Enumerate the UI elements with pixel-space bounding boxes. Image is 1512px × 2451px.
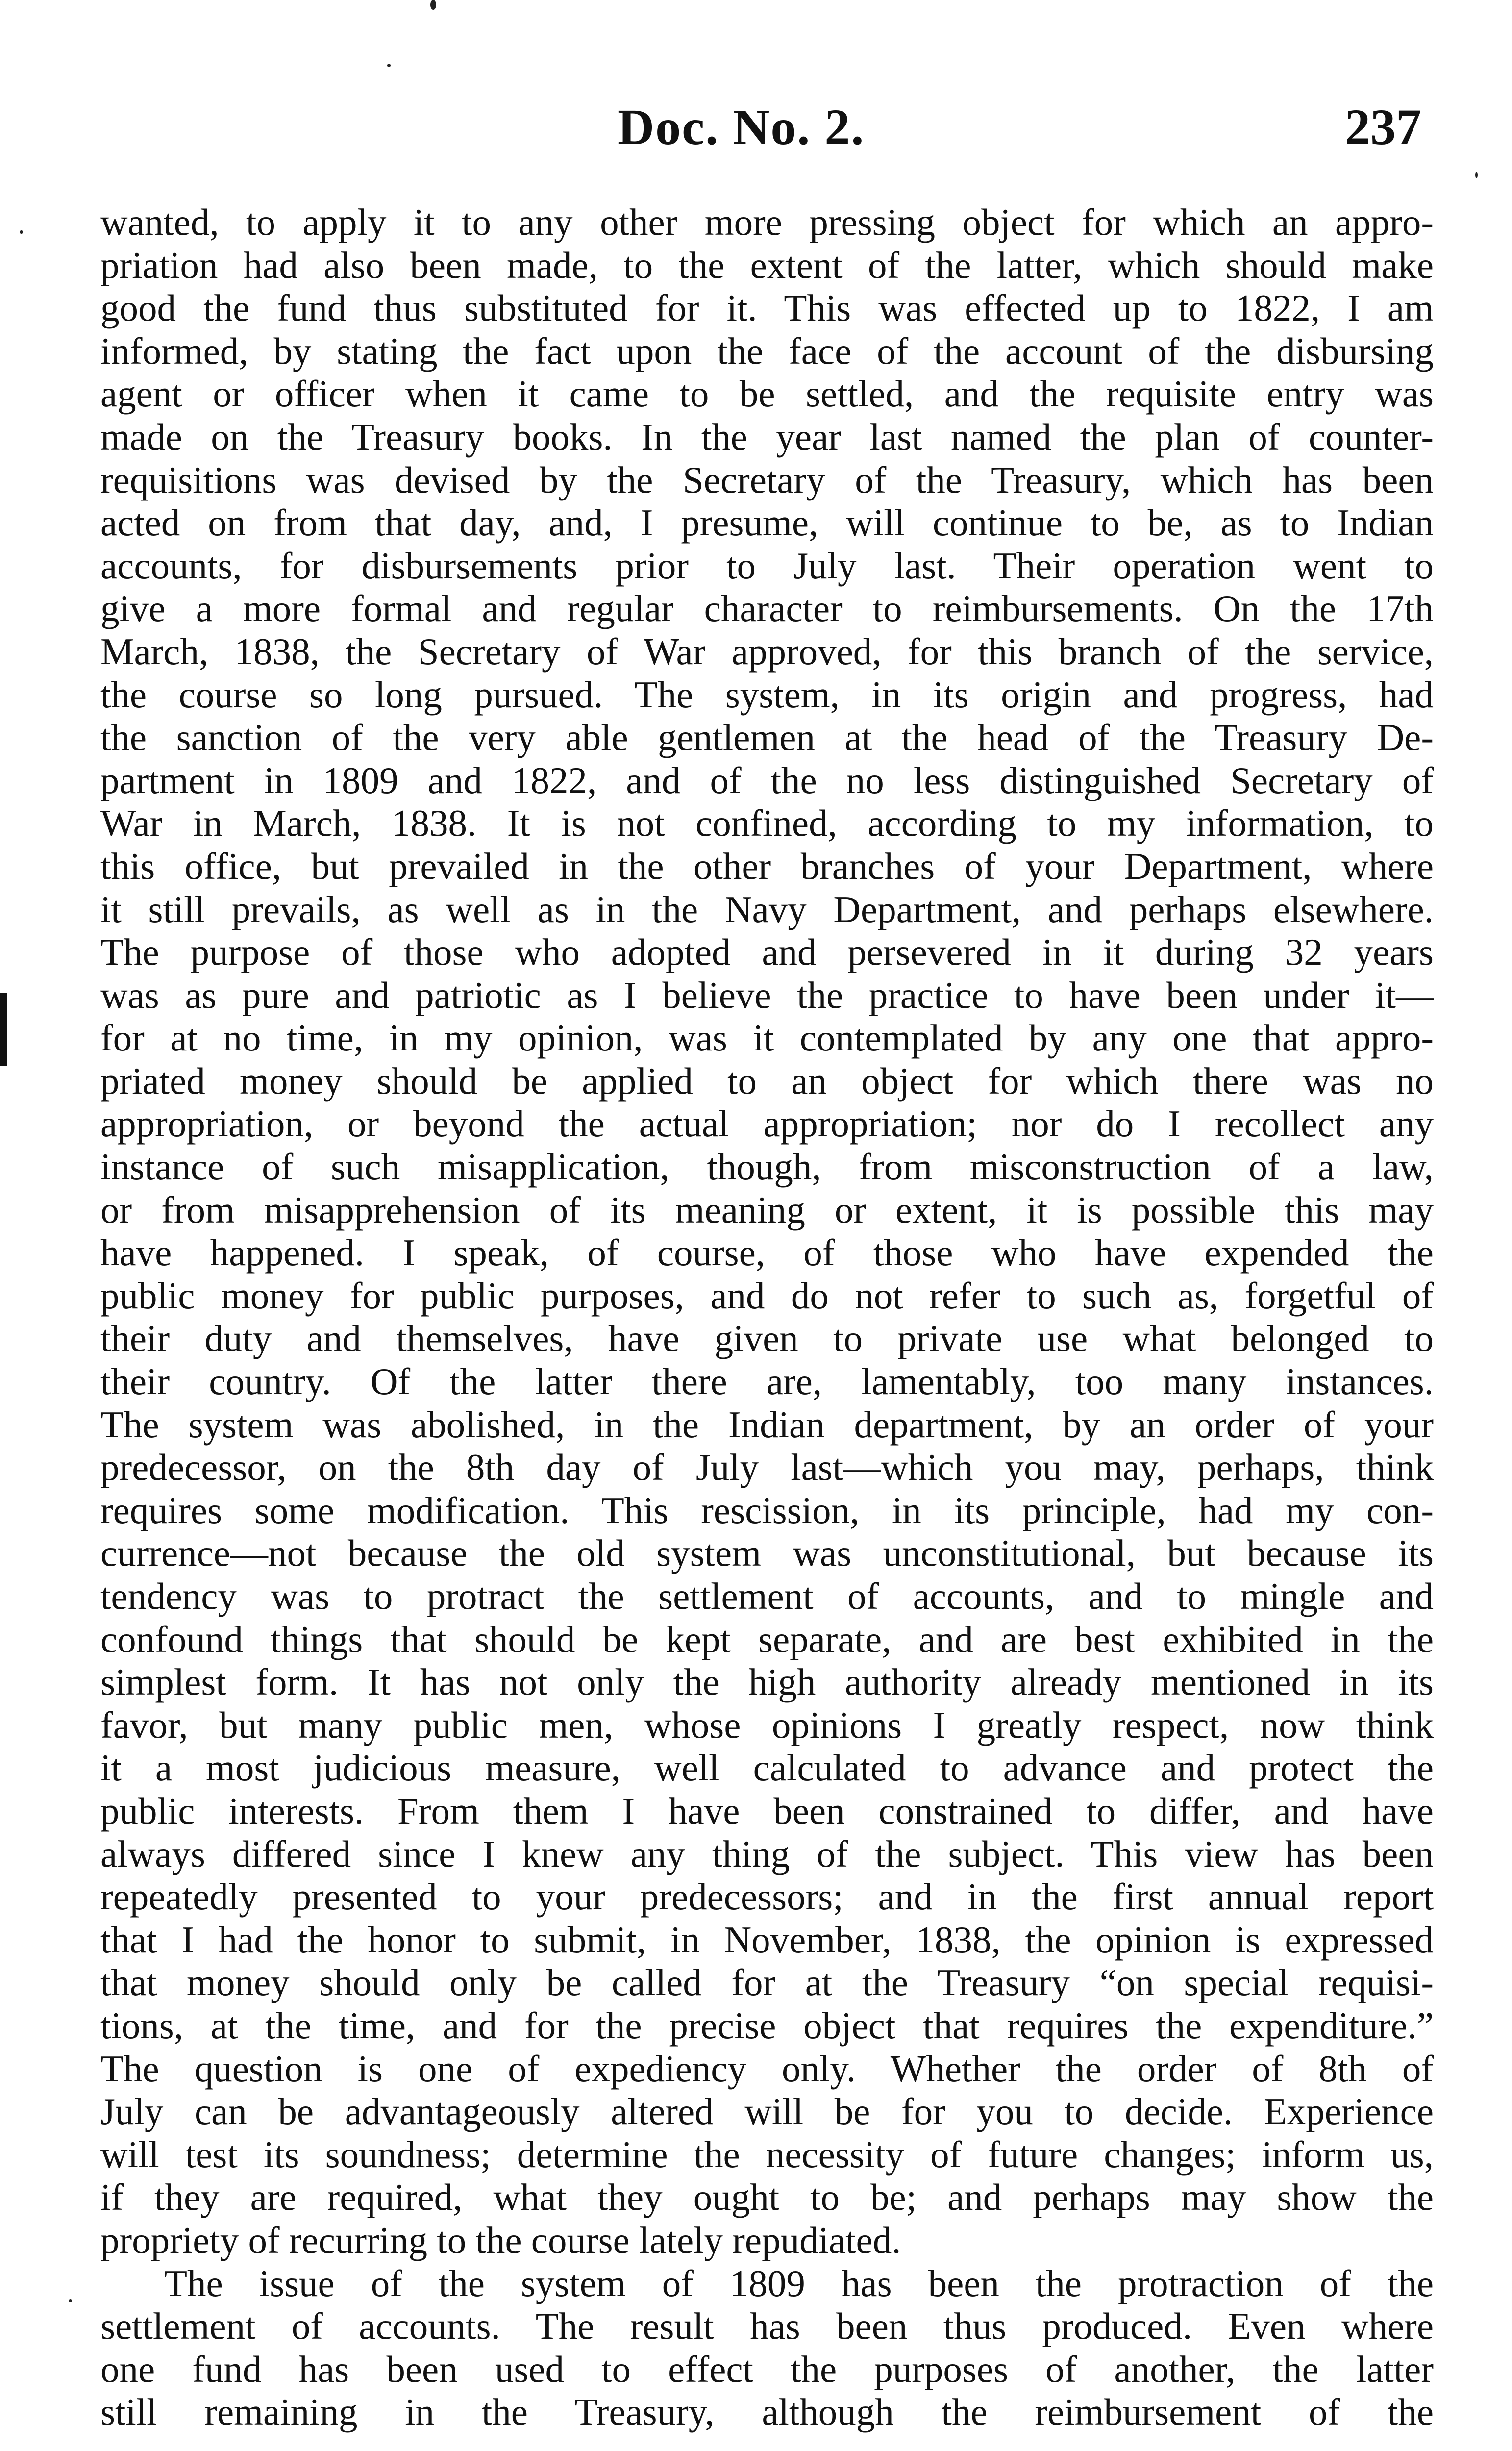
text-line: their country. Of the latter there are, lamentably, too many instances.	[100, 1360, 1434, 1403]
text-line: if they are required, what they ought to be; and perhaps may show the	[100, 2176, 1434, 2219]
text-line: favor, but many public men, whose opinions I greatly respect, now think	[100, 1703, 1434, 1746]
text-line: give a more formal and regular character to reimbursements. On the 17th	[100, 587, 1434, 630]
scan-speck	[1475, 172, 1478, 178]
text-line: was as pure and patriotic as I believe the practice to have been under it—	[100, 974, 1434, 1016]
text-line: requisitions was devised by the Secretary of the Treasury, which has been	[100, 458, 1434, 501]
text-line: accounts, for disbursements prior to July last. Their operation went to	[100, 544, 1434, 587]
text-line: July can be advantageously altered will be for you to decide. Experience	[100, 2090, 1434, 2133]
page-header	[98, 98, 1421, 167]
text-line: predecessor, on the 8th day of July last—which you may, perhaps, think	[100, 1446, 1434, 1489]
text-line: one fund has been used to effect the purposes of another, the latter	[100, 2348, 1434, 2390]
text-line: that I had the honor to submit, in November, 1838, the opinion is expressed	[100, 1918, 1434, 1961]
text-line: partment in 1809 and 1822, and of the no less distinguished Secretary of	[100, 759, 1434, 801]
text-line: always differed since I knew any thing of the subject. This view has been	[100, 1832, 1434, 1875]
text-line: still remaining in the Treasury, although the reimbursement of the	[100, 2391, 1434, 2433]
text-line: the course so long pursued. The system, in its origin and progress, had	[100, 673, 1434, 716]
text-line: have happened. I speak, of course, of those who have expended the	[100, 1231, 1434, 1274]
text-line: The question is one of expediency only. Whether the order of 8th of	[100, 2047, 1434, 2090]
text-line: the sanction of the very able gentlemen at the head of the Treasury De-	[100, 716, 1434, 759]
text-line: appropriation, or beyond the actual appropriation; nor do I recollect any	[100, 1102, 1434, 1145]
text-line: made on the Treasury books. In the year last named the plan of counter-	[100, 415, 1434, 458]
text-line: The purpose of those who adopted and persevered in it during 32 years	[100, 931, 1434, 974]
text-line: March, 1838, the Secretary of War approved, for this branch of the service,	[100, 630, 1434, 673]
scan-speck	[69, 2299, 72, 2302]
text-line: agent or officer when it came to be settled, and the requisite entry was	[100, 373, 1434, 415]
text-line: settlement of accounts. The result has been thus produced. Even where	[100, 2305, 1434, 2348]
margin-scan-mark	[0, 993, 7, 1066]
text-line: currence—not because the old system was unconstitutional, but because its	[100, 1532, 1434, 1575]
text-line: acted on from that day, and, I presume, will continue to be, as to Indian	[100, 501, 1434, 544]
text-line: their duty and themselves, have given to private use what belonged to	[100, 1317, 1434, 1360]
page-number: 237	[1345, 99, 1421, 155]
scan-speck	[387, 64, 391, 67]
text-line: it still prevails, as well as in the Navy Department, and perhaps elsewhere.	[100, 888, 1434, 930]
text-line: this office, but prevailed in the other branches of your Department, where	[100, 845, 1434, 887]
text-line: The issue of the system of 1809 has been the protraction of the	[164, 2262, 1434, 2304]
text-line: wanted, to apply it to any other more pressing object for which an appro-	[100, 201, 1434, 243]
text-line: repeatedly presented to your predecessors; and in the first annual report	[100, 1876, 1434, 1918]
text-line: for at no time, in my opinion, was it contemplated by any one that appro-	[100, 1017, 1434, 1059]
text-line: good the fund thus substituted for it. This was effected up to 1822, I am	[100, 287, 1434, 329]
text-line: simplest form. It has not only the high authority already mentioned in its	[100, 1661, 1434, 1703]
text-line: priated money should be applied to an object for which there was no	[100, 1059, 1434, 1102]
text-line: public money for public purposes, and do not refer to such as, forgetful of	[100, 1274, 1434, 1317]
scan-speck	[430, 0, 436, 10]
text-line: or from misapprehension of its meaning or extent, it is possible this may	[100, 1188, 1434, 1231]
text-line: tions, at the time, and for the precise object that requires the expenditure.”	[100, 2004, 1434, 2047]
text-line: tendency was to protract the settlement of accounts, and to mingle and	[100, 1575, 1434, 1617]
text-line: confound things that should be kept separate, and are best exhibited in the	[100, 1618, 1434, 1660]
text-line: requires some modification. This rescission, in its principle, had my con-	[100, 1489, 1434, 1531]
text-line: informed, by stating the fact upon the face of the account of the disbursing	[100, 329, 1434, 372]
text-line: War in March, 1838. It is not confined, according to my information, to	[100, 802, 1434, 845]
document-title: Doc. No. 2.	[618, 99, 865, 155]
text-line: public interests. From them I have been constrained to differ, and have	[100, 1789, 1434, 1832]
text-line: it a most judicious measure, well calculated to advance and protect the	[100, 1747, 1434, 1789]
text-line: instance of such misapplication, though, from misconstruction of a law,	[100, 1146, 1434, 1188]
body-text	[100, 201, 1434, 2434]
text-line: The system was abolished, in the Indian department, by an order of your	[100, 1403, 1434, 1446]
text-line: propriety of recurring to the course lately repudiated.	[100, 2219, 901, 2261]
text-line: that money should only be called for at the Treasury “on special requisi-	[100, 1961, 1434, 2004]
scan-speck	[20, 230, 23, 234]
text-line: will test its soundness; determine the necessity of future changes; inform us,	[100, 2133, 1434, 2176]
text-line: priation had also been made, to the extent of the latter, which should make	[100, 244, 1434, 286]
